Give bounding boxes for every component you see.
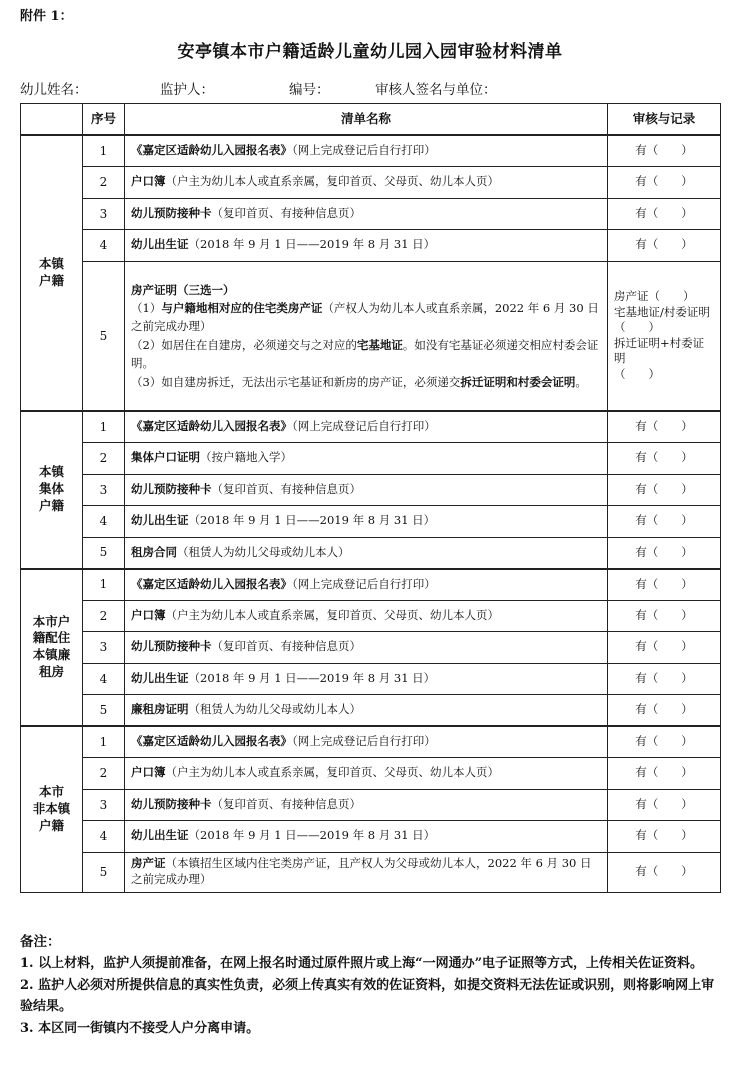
row-item <box>125 663 608 695</box>
row-item <box>125 230 608 262</box>
item-note: （按户籍地入学） <box>200 450 292 465</box>
row-number: 1 <box>83 726 125 758</box>
row-record: 有（ ） <box>608 474 721 506</box>
item-note: （租赁人为幼儿父母或幼儿本人） <box>177 544 350 559</box>
option-text: 如居住在自建房，必须递交与之对应的 <box>161 337 357 352</box>
row-number: 4 <box>83 821 125 853</box>
option-text: （产权人为幼儿本人或直系亲属，2022 年 6 月 30 日之前完成办理） <box>131 300 599 334</box>
row-item <box>125 600 608 632</box>
note-item-2: 2. 监护人必须对所提供信息的真实性负责，必须上传真实有效的佐证资料，如提交资料无法佐证或识别，则将影响网上审验结果。 <box>20 977 715 1015</box>
item-note: （户主为幼儿本人或直系亲属，复印首页、父母页、幼儿本人页） <box>165 607 499 622</box>
item-note: （复印首页、有接种信息页） <box>211 796 361 811</box>
item-note: （网上完成登记后自行打印） <box>292 419 436 434</box>
row-record: 有（ ） <box>608 411 721 443</box>
option-prefix: （2） <box>131 337 162 352</box>
row-number: 4 <box>83 663 125 695</box>
row-number: 5 <box>83 261 125 411</box>
row-item <box>125 537 608 569</box>
group-low-rent-housing <box>21 569 721 727</box>
table-row <box>21 474 721 506</box>
item-name: 《嘉定区适龄幼儿入园报名表》 <box>131 576 292 591</box>
record-line: （ ） <box>614 320 660 335</box>
option-2 <box>131 336 601 373</box>
row-number: 5 <box>83 537 125 569</box>
table-row <box>21 230 721 262</box>
item-name: 幼儿出生证 <box>131 670 189 685</box>
row-item <box>125 758 608 790</box>
notes-section <box>20 931 725 1039</box>
record-line: 房产证（ ） <box>614 289 695 304</box>
item-note: （网上完成登记后自行打印） <box>292 734 436 749</box>
record-line: 宅基地证/村委证明 <box>614 304 710 319</box>
row-number: 5 <box>83 852 125 892</box>
group-label: 本镇 集体 户籍 <box>21 411 83 569</box>
row-record: 有（ ） <box>608 821 721 853</box>
row-number: 1 <box>83 411 125 443</box>
row-record: 有（ ） <box>608 230 721 262</box>
table-row <box>21 167 721 199</box>
row-number: 1 <box>83 569 125 601</box>
header-blank-cell <box>21 104 83 136</box>
item-name: 幼儿预防接种卡 <box>131 481 212 496</box>
item-note: （户主为幼儿本人或直系亲属，复印首页、父母页、幼儿本人页） <box>165 174 499 189</box>
option-key: 宅基地证 <box>356 337 403 352</box>
table-row <box>21 135 721 167</box>
row-number: 2 <box>83 443 125 475</box>
row-number: 4 <box>83 506 125 538</box>
record-line: 拆迁证明+村委证明 <box>614 335 705 366</box>
row-item <box>125 474 608 506</box>
row-item <box>125 632 608 664</box>
table-row <box>21 537 721 569</box>
item-note: （复印首页、有接种信息页） <box>211 205 361 220</box>
row-number: 3 <box>83 632 125 664</box>
row-item-property-proof <box>125 261 608 411</box>
item-name: 户口簿 <box>131 174 166 189</box>
option-1 <box>131 299 601 336</box>
group-label: 本市 非本镇 户籍 <box>21 726 83 892</box>
option-text: 如自建房拆迁，无法出示宅基证和新房的房产证，必须递交 <box>161 374 461 389</box>
row-item <box>125 852 608 892</box>
item-note: （复印首页、有接种信息页） <box>211 481 361 496</box>
row-item <box>125 789 608 821</box>
item-name: 《嘉定区适龄幼儿入园报名表》 <box>131 143 292 158</box>
header-index: 序号 <box>83 104 125 136</box>
table-row <box>21 663 721 695</box>
row-record: 有（ ） <box>608 506 721 538</box>
item-note: （2018 年 9 月 1 日——2019 年 8 月 31 日） <box>188 237 436 252</box>
note-item-3: 3. 本区同一街镇内不接受人户分离申请。 <box>20 1020 260 1036</box>
item-name: 幼儿出生证 <box>131 828 189 843</box>
row-number: 3 <box>83 198 125 230</box>
table-row <box>21 726 721 758</box>
header-item-name: 清单名称 <box>125 104 608 136</box>
item-name: 房产证 <box>131 856 166 871</box>
table-row <box>21 261 721 411</box>
row-record: 有（ ） <box>608 695 721 727</box>
row-item <box>125 411 608 443</box>
item-name: 《嘉定区适龄幼儿入园报名表》 <box>131 734 292 749</box>
item-name: 幼儿预防接种卡 <box>131 205 212 220</box>
table-row <box>21 411 721 443</box>
table-row <box>21 198 721 230</box>
row-item <box>125 506 608 538</box>
row-record: 有（ ） <box>608 789 721 821</box>
item-note: （2018 年 9 月 1 日——2019 年 8 月 31 日） <box>188 513 436 528</box>
item-note: （租赁人为幼儿父母或幼儿本人） <box>188 702 361 717</box>
row-record-multi <box>608 261 721 411</box>
table-row <box>21 600 721 632</box>
row-number: 3 <box>83 474 125 506</box>
table-row <box>21 569 721 601</box>
child-name-label: 幼儿姓名： <box>20 82 88 98</box>
record-line: （ ） <box>614 366 660 381</box>
table-row <box>21 758 721 790</box>
row-record: 有（ ） <box>608 443 721 475</box>
item-name: 幼儿预防接种卡 <box>131 796 212 811</box>
item-name: 廉租房证明 <box>131 702 189 717</box>
item-note: （网上完成登记后自行打印） <box>292 576 436 591</box>
table-row <box>21 506 721 538</box>
row-item <box>125 569 608 601</box>
note-item-1: 1. 以上材料，监护人须提前准备，在网上报名时通过原件照片或上海“一网通办”电子证照等方式，上传相关佐证资料。 <box>20 956 704 972</box>
notes-heading: 备注： <box>20 934 61 950</box>
row-number: 1 <box>83 135 125 167</box>
item-name: 房产证明（三选一） <box>131 282 235 297</box>
group-label: 本镇 户籍 <box>21 135 83 411</box>
table-row <box>21 852 721 892</box>
row-record: 有（ ） <box>608 167 721 199</box>
row-item <box>125 726 608 758</box>
item-note: （2018 年 9 月 1 日——2019 年 8 月 31 日） <box>188 828 436 843</box>
item-note: （网上完成登记后自行打印） <box>292 143 436 158</box>
group-local-household <box>21 135 721 411</box>
document-title: 安亭镇本市户籍适龄儿童幼儿园入园审验材料清单 <box>177 42 563 62</box>
option-text: 。如没有宅基证必须递交相应村委会证明。 <box>131 337 599 371</box>
row-record: 有（ ） <box>608 569 721 601</box>
item-name: 户口簿 <box>131 765 166 780</box>
item-name: 租房合同 <box>131 544 177 559</box>
checklist-table <box>20 103 721 893</box>
row-item <box>125 167 608 199</box>
option-prefix: （1） <box>131 300 162 315</box>
row-record: 有（ ） <box>608 198 721 230</box>
option-prefix: （3） <box>131 374 162 389</box>
group-label: 本市户 籍配住 本镇廉 租房 <box>21 569 83 727</box>
row-number: 2 <box>83 167 125 199</box>
table-row <box>21 821 721 853</box>
table-row <box>21 443 721 475</box>
row-record: 有（ ） <box>608 135 721 167</box>
item-name: 幼儿出生证 <box>131 237 189 252</box>
guardian-label: 监护人： <box>160 82 214 98</box>
group-other-town-household <box>21 726 721 892</box>
row-record: 有（ ） <box>608 663 721 695</box>
item-name: 幼儿预防接种卡 <box>131 639 212 654</box>
option-key: 与户籍地相对应的住宅类房产证 <box>161 300 323 315</box>
item-note: （2018 年 9 月 1 日——2019 年 8 月 31 日） <box>188 670 436 685</box>
attachment-label: 附件 1： <box>20 9 73 24</box>
row-item <box>125 443 608 475</box>
row-item <box>125 695 608 727</box>
row-item <box>125 198 608 230</box>
item-note: （复印首页、有接种信息页） <box>211 639 361 654</box>
table-row <box>21 632 721 664</box>
item-note: （本镇招生区域内住宅类房产证，且产权人为父母或幼儿本人，2022 年 6 月 30 日之前完成办理） <box>131 856 592 886</box>
row-record: 有（ ） <box>608 600 721 632</box>
row-record: 有（ ） <box>608 852 721 892</box>
row-number: 5 <box>83 695 125 727</box>
group-collective-household <box>21 411 721 569</box>
item-name: 户口簿 <box>131 607 166 622</box>
item-name: 《嘉定区适龄幼儿入园报名表》 <box>131 419 292 434</box>
row-item <box>125 135 608 167</box>
option-3 <box>131 373 601 391</box>
row-record: 有（ ） <box>608 537 721 569</box>
number-label: 编号： <box>289 82 330 98</box>
item-name: 集体户口证明 <box>131 450 200 465</box>
reviewer-label: 审核人签名与单位： <box>375 82 497 98</box>
row-item <box>125 821 608 853</box>
row-record: 有（ ） <box>608 726 721 758</box>
row-record: 有（ ） <box>608 758 721 790</box>
row-number: 2 <box>83 600 125 632</box>
table-row <box>21 789 721 821</box>
item-name: 幼儿出生证 <box>131 513 189 528</box>
option-key: 拆迁证明和村委会证明 <box>460 374 576 389</box>
header-review: 审核与记录 <box>608 104 721 136</box>
row-number: 4 <box>83 230 125 262</box>
option-text: 。 <box>575 374 587 389</box>
row-number: 2 <box>83 758 125 790</box>
row-number: 3 <box>83 789 125 821</box>
table-row <box>21 695 721 727</box>
item-note: （户主为幼儿本人或直系亲属，复印首页、父母页、幼儿本人页） <box>165 765 499 780</box>
row-record: 有（ ） <box>608 632 721 664</box>
